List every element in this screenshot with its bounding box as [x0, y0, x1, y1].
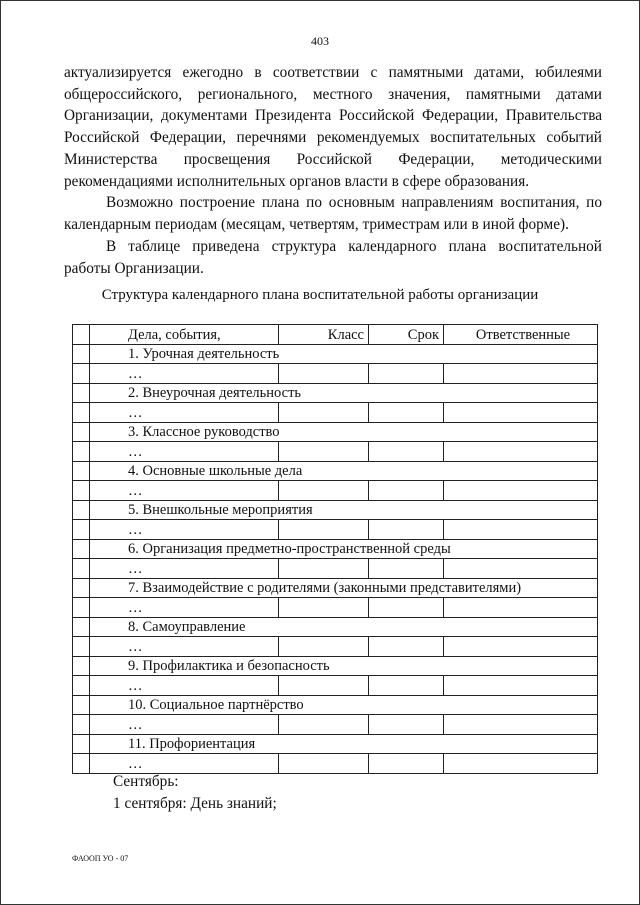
number-cell — [73, 695, 90, 715]
responsible-cell — [444, 715, 598, 735]
responsible-cell — [444, 676, 598, 696]
event-cell: … — [90, 676, 279, 696]
term-cell — [369, 676, 444, 696]
event-cell: … — [90, 520, 279, 540]
calendar-plan-table — [72, 324, 598, 774]
section-row — [73, 695, 598, 715]
section-title: 1. Урочная деятельность — [90, 344, 598, 364]
table-row — [73, 637, 598, 657]
section-row — [73, 656, 598, 676]
header-term: Срок — [369, 325, 444, 345]
number-cell — [73, 520, 90, 540]
class-cell — [279, 364, 369, 384]
section-title: 10. Социальное партнёрство — [90, 695, 598, 715]
number-cell — [73, 598, 90, 618]
section-title: 9. Профилактика и безопасность — [90, 656, 598, 676]
section-row — [73, 461, 598, 481]
number-cell — [73, 656, 90, 676]
responsible-cell — [444, 637, 598, 657]
section-title: 4. Основные школьные дела — [90, 461, 598, 481]
class-cell — [279, 481, 369, 501]
event-cell: … — [90, 637, 279, 657]
event-cell: … — [90, 364, 279, 384]
number-cell — [73, 442, 90, 462]
table-caption: Структура календарного плана воспитательной работы организации — [101, 287, 539, 303]
section-row — [73, 578, 598, 598]
event-cell: … — [90, 715, 279, 735]
table-header-row — [73, 325, 598, 345]
header-events: Дела, события, — [90, 325, 279, 345]
number-cell — [73, 637, 90, 657]
section-title: 2. Внеурочная деятельность — [90, 383, 598, 403]
table-row — [73, 403, 598, 423]
term-cell — [369, 715, 444, 735]
class-cell — [279, 403, 369, 423]
number-cell — [73, 422, 90, 442]
section-title: 7. Взаимодействие с родителями (законными представителями) — [90, 578, 598, 598]
table-row — [73, 754, 598, 774]
number-cell — [73, 403, 90, 423]
section-title: 11. Профориентация — [90, 734, 598, 754]
class-cell — [279, 559, 369, 579]
table-row — [73, 676, 598, 696]
number-cell — [73, 559, 90, 579]
responsible-cell — [444, 481, 598, 501]
term-cell — [369, 637, 444, 657]
header-class: Класс — [279, 325, 369, 345]
term-cell — [369, 598, 444, 618]
term-cell — [369, 403, 444, 423]
class-cell — [279, 598, 369, 618]
number-cell — [73, 481, 90, 501]
section-row — [73, 734, 598, 754]
section-row — [73, 383, 598, 403]
class-cell — [279, 715, 369, 735]
section-row — [73, 539, 598, 559]
section-title: 8. Самоуправление — [90, 617, 598, 637]
number-cell — [73, 676, 90, 696]
number-cell — [73, 539, 90, 559]
class-cell — [279, 676, 369, 696]
header-responsible: Ответственные — [444, 325, 598, 345]
responsible-cell — [444, 598, 598, 618]
event-cell: … — [90, 481, 279, 501]
class-cell — [279, 442, 369, 462]
term-cell — [369, 442, 444, 462]
number-cell — [73, 364, 90, 384]
table-row — [73, 598, 598, 618]
term-cell — [369, 520, 444, 540]
table-row — [73, 559, 598, 579]
paragraph-3: В таблице приведена структура календарного плана воспитательной работы Организации. — [64, 238, 602, 277]
event-cell: … — [90, 754, 279, 774]
responsible-cell — [444, 520, 598, 540]
event-cell: … — [90, 559, 279, 579]
number-cell — [73, 344, 90, 364]
event-cell: … — [90, 598, 279, 618]
section-row — [73, 344, 598, 364]
paragraph-2: Возможно построение плана по основным направлениям воспитания, по календарным периодам (месяцам, четвертям, триместрам или в иной форме). — [64, 194, 602, 233]
number-cell — [73, 325, 90, 345]
class-cell — [279, 754, 369, 774]
number-cell — [73, 734, 90, 754]
table-row — [73, 364, 598, 384]
number-cell — [73, 500, 90, 520]
section-title: 6. Организация предметно-пространственной среды — [90, 539, 598, 559]
section-title: 5. Внешкольные мероприятия — [90, 500, 598, 520]
responsible-cell — [444, 364, 598, 384]
term-cell — [369, 364, 444, 384]
number-cell — [73, 617, 90, 637]
class-cell — [279, 637, 369, 657]
responsible-cell — [444, 403, 598, 423]
section-row — [73, 422, 598, 442]
term-cell — [369, 754, 444, 774]
number-cell — [73, 578, 90, 598]
responsible-cell — [444, 754, 598, 774]
number-cell — [73, 383, 90, 403]
event-cell: … — [90, 403, 279, 423]
number-cell — [73, 461, 90, 481]
table-row — [73, 442, 598, 462]
table-row — [73, 481, 598, 501]
class-cell — [279, 520, 369, 540]
paragraph-1: актуализируется ежегодно в соответствии с памятными датами, юбилеями общероссийского, регионального, местного значения, памятными датами Организации, документами Президента Российской Федерации, Правительства Российской Федерации, перечнями рекомендуемых воспитательных событий Министерства просвещения Российской Федерации, методическими рекомендациями исполнительных органов власти в сфере образования. — [64, 64, 602, 190]
page-number: 403 — [311, 34, 329, 48]
number-cell — [73, 715, 90, 735]
month-heading: Сентябрь: — [113, 773, 179, 790]
table-row — [73, 520, 598, 540]
section-row — [73, 500, 598, 520]
footer-code: ФАООП УО - 07 — [72, 854, 129, 863]
responsible-cell — [444, 559, 598, 579]
section-row — [73, 617, 598, 637]
number-cell — [73, 754, 90, 774]
event-cell: … — [90, 442, 279, 462]
responsible-cell — [444, 442, 598, 462]
section-title: 3. Классное руководство — [90, 422, 598, 442]
date-entry: 1 сентября: День знаний; — [113, 795, 277, 812]
table-row — [73, 715, 598, 735]
term-cell — [369, 481, 444, 501]
term-cell — [369, 559, 444, 579]
